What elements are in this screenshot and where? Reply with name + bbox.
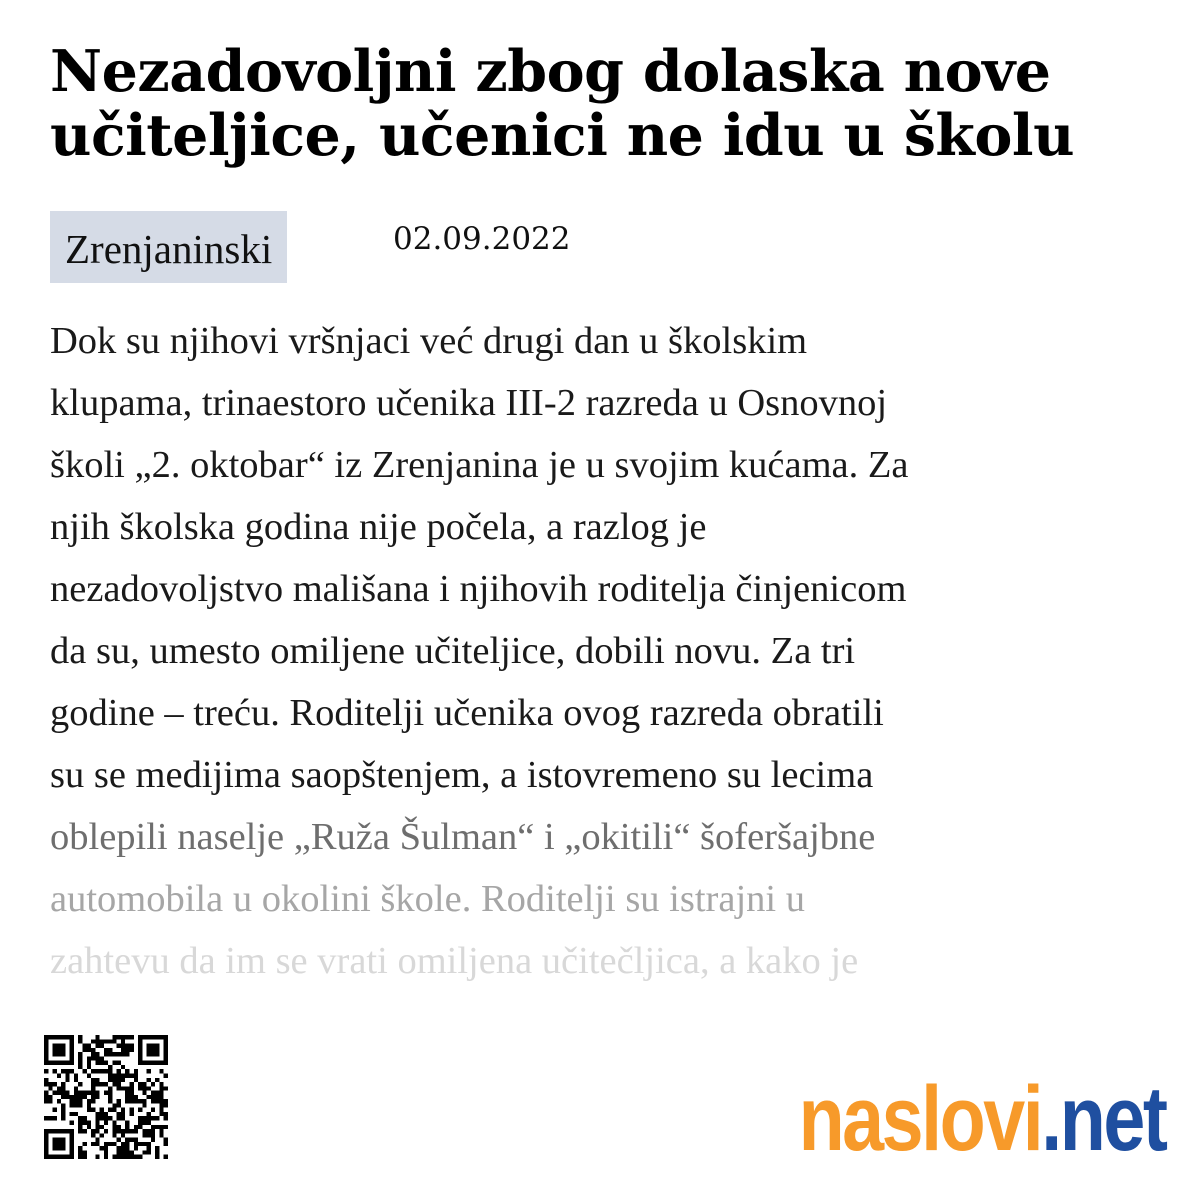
source-badge[interactable]: Zrenjaninski — [50, 211, 287, 283]
article-body-line: školi „2. oktobar“ iz Zrenjanina je u svojim kućama. Za — [50, 444, 909, 486]
logo-text-net: .net — [1041, 1068, 1166, 1170]
article-body-line: oblepili naselje „Ruža Šulman“ i „okitili“ šoferšajbne — [50, 816, 876, 858]
article-body-line: klupama, trinaestoro učenika III-2 razreda u Osnovnoj — [50, 382, 888, 424]
logo-text-naslovi: naslovi — [798, 1068, 1042, 1170]
article-body-line: automobila u okolini škole. Roditelji su istrajni u — [50, 878, 805, 920]
article-body — [50, 310, 1150, 992]
qr-code-icon — [44, 1035, 168, 1159]
publish-date: 02.09.2022 — [393, 221, 571, 257]
article-body-line: godine – treću. Roditelji učenika ovog razreda obratili — [50, 692, 884, 734]
article-title: Nezadovoljni zbog dolaska nove učiteljice, učenici ne idu u školu — [50, 38, 1075, 169]
article-body-line: da su, umesto omiljene učiteljice, dobili novu. Za tri — [50, 630, 856, 672]
article-body-line: su se medijima saopštenjem, a istovremeno su lecima — [50, 754, 874, 796]
article-body-line: nezadovoljstvo mališana i njihovih roditelja činjenicom — [50, 568, 907, 610]
naslovi-net-logo[interactable] — [799, 1066, 1166, 1172]
article-body-line: zahtevu da im se vrati omiljena učitečljica, a kako je — [50, 940, 859, 982]
article-body-line: njih školska godina nije počela, a razlog je — [50, 506, 707, 548]
article-body-line: Dok su njihovi vršnjaci već drugi dan u školskim — [50, 320, 808, 362]
